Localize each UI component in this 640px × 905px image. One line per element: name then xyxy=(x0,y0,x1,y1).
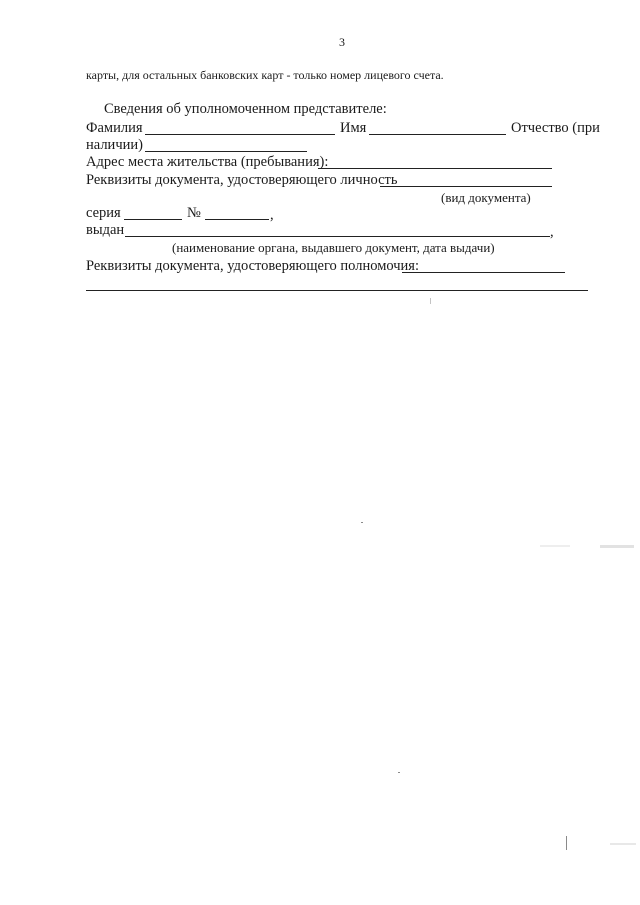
scan-speck xyxy=(540,545,570,547)
number-field-line xyxy=(205,219,269,220)
scan-speck xyxy=(566,836,567,850)
caption-issuer: (наименование органа, выдавшего документ, дата выдачи) xyxy=(172,240,495,255)
intro-line: карты, для остальных банковских карт - только номер лицевого счета. xyxy=(86,68,444,82)
id-document-field-line xyxy=(380,186,552,187)
authority-document-field-line xyxy=(402,272,565,273)
section-title: Сведения об уполномоченном представителе: xyxy=(104,101,387,117)
authority-document-continuation-line xyxy=(86,290,588,291)
name-field-line xyxy=(369,134,506,135)
comma-after-issued: , xyxy=(550,224,554,240)
label-series: серия xyxy=(86,205,121,221)
address-field-line xyxy=(318,168,552,169)
comma-after-number: , xyxy=(270,207,274,223)
label-name: Имя xyxy=(340,120,367,136)
scan-speck xyxy=(430,298,431,304)
scan-speck xyxy=(398,772,400,773)
series-field-line xyxy=(124,219,182,220)
label-issued: выдан xyxy=(86,222,125,238)
caption-document-type: (вид документа) xyxy=(441,190,531,205)
label-patronymic-close: наличии) xyxy=(86,137,143,153)
label-authority-document: Реквизиты документа, удостоверяющего полномочия: xyxy=(86,258,420,274)
label-surname: Фамилия xyxy=(86,120,143,136)
label-number-sign: № xyxy=(187,205,201,221)
surname-field-line xyxy=(145,134,335,135)
scan-speck xyxy=(610,843,636,845)
issued-field-line xyxy=(125,236,550,237)
patronymic-field-line xyxy=(145,151,307,152)
scan-speck xyxy=(361,522,363,523)
label-id-document: Реквизиты документа, удостоверяющего личность xyxy=(86,172,398,188)
scan-speck xyxy=(600,545,634,548)
label-patronymic: Отчество (при xyxy=(511,120,600,136)
page-number: 3 xyxy=(339,35,345,49)
label-address: Адрес места жительства (пребывания): xyxy=(86,154,329,170)
